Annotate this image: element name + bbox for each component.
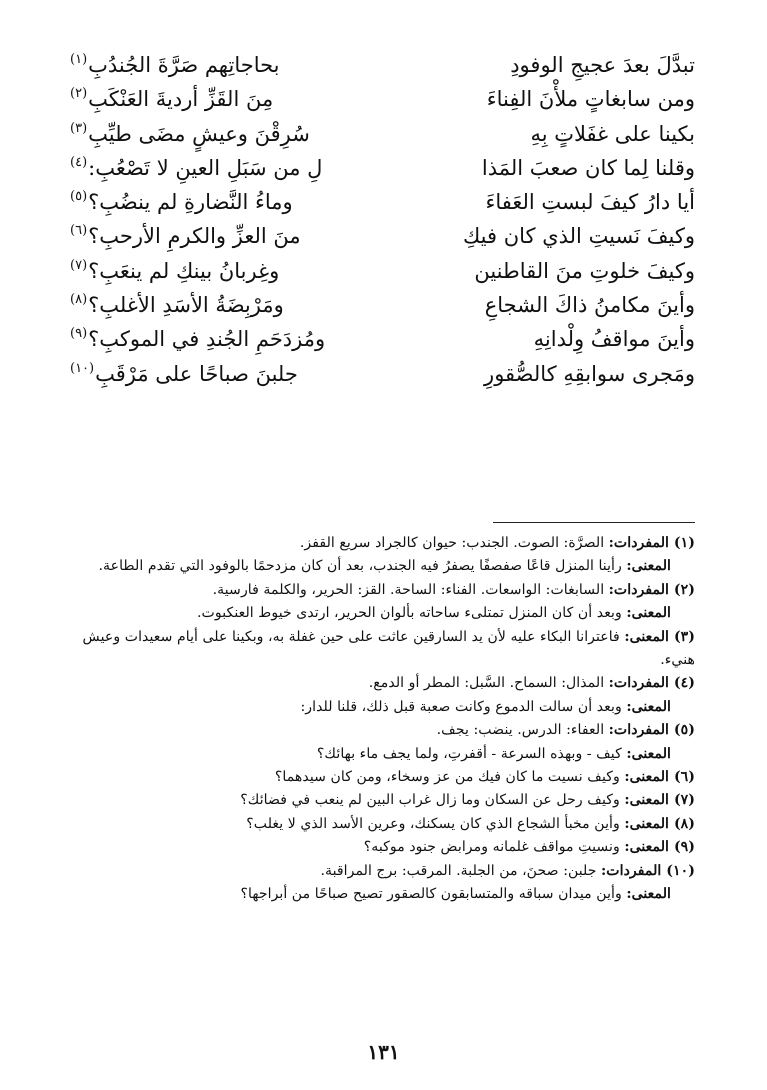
footnote-marker: (١) — [70, 52, 88, 67]
note-text: السابغات: الواسعات. الفناء: الساحة. القز: الحرير، والكلمة فارسية. — [212, 581, 609, 598]
note-label: (١) المفردات: — [608, 535, 695, 551]
verse-first-hemistich: وكيفَ نَسيتِ الذي كان فيكِ — [462, 224, 695, 249]
footnote-marker: (٩) — [70, 326, 88, 342]
footnote-marker: (٧) — [70, 257, 88, 273]
verse-first-hemistich: ومَجرى سوابقِهِ كالصُّقورِ — [484, 361, 695, 386]
hemistich-text: ومُزدَحَمِ الجُندِ في الموكبِ؟ — [88, 327, 326, 352]
note-meaning — [64, 696, 695, 719]
note-label: (١٠) المفردات: — [601, 862, 695, 879]
verse-second-hemistich — [70, 324, 325, 358]
verse-3 — [70, 119, 695, 153]
note-label: المعنى: — [626, 605, 671, 622]
footnote-marker: (٦) — [70, 223, 88, 239]
note-label: (٩) المعنى: — [624, 839, 695, 856]
verse-second-hemistich — [70, 359, 298, 393]
page-number: ١٣١ — [367, 1040, 400, 1064]
note-text: الصرَّة: الصوت. الجندب: حيوان كالجراد سريع القفز. — [299, 535, 609, 551]
note-text: العفاء: الدرس. ينضب: يجف. — [436, 722, 609, 739]
note-label: (٧) المعنى: — [624, 792, 695, 809]
hemistich-text: بحاجاتِهم صَرَّةَ الجُندُبِ — [88, 53, 280, 77]
note-text: وأين مخبأ الشجاع الذي كان يسكنك، وعرين الأسد الذي لا يغلب؟ — [246, 815, 625, 832]
verse-second-hemistich — [70, 84, 273, 118]
verse-first-hemistich: وقلنا لِما كان صعبَ المَذا — [481, 155, 695, 180]
note-meaning — [64, 766, 695, 789]
note-label: المعنى: — [626, 698, 671, 715]
note-text: فاعترانا البكاء عليه لأن يد السارقين عاثت على حين غفلة به، وبكينا على أيام سعيدات وعيش هنيء. — [82, 628, 695, 669]
note-meaning — [64, 836, 695, 859]
note-vocab — [64, 579, 695, 602]
note-text: وكيف رحل عن السكان وما زال غراب البين لم ينعب في فضائك؟ — [240, 792, 625, 809]
note-text: وأين ميدان سباقه والمتسابقون كالصقور تصيح صباحًا من أبراجها؟ — [240, 886, 627, 903]
verse-first-hemistich: وأينَ مكامنُ ذاكَ الشجاعِ — [484, 293, 695, 318]
note-label: (٣) المعنى: — [624, 628, 695, 645]
note-vocab — [64, 860, 695, 883]
footnote-marker: (١٠) — [70, 360, 95, 376]
note-vocab — [64, 672, 695, 695]
note-text: وكيف نسيت ما كان فيك من عز وسخاء، ومن كان سيدهما؟ — [274, 769, 625, 786]
hemistich-text: لِ من سَبَلِ العينِ لا تَصْعُبِ: — [88, 155, 323, 180]
note-label: (٨) المعنى: — [624, 815, 695, 832]
footnote-marker: (٨) — [70, 292, 88, 308]
footnote-divider — [493, 522, 695, 523]
verse-first-hemistich: تبدَّلَ بعدَ عجيجِ الوفودِ — [510, 53, 695, 77]
verse-first-hemistich: بكينا على غفَلاتٍ بِهِ — [530, 121, 695, 146]
note-text: جلبن: صحنَ، من الجلبة. المرقب: برج المراقبة. — [320, 862, 602, 879]
verse-first-hemistich: ومن سابغاتٍ ملأْنَ الفِناءَ — [486, 87, 695, 112]
note-meaning — [64, 602, 695, 625]
footnote-marker: (٤) — [70, 154, 88, 170]
hemistich-text: سُرِقْنَ وعيشٍ مضَى طيِّبِ — [88, 121, 310, 146]
verse-first-hemistich: وأينَ مواقفُ وِلْدانِهِ — [533, 327, 695, 352]
note-label: (٥) المفردات: — [608, 722, 695, 739]
verse-1 — [70, 50, 695, 84]
verse-6 — [70, 221, 695, 255]
poem — [70, 50, 695, 393]
hemistich-text: مِنَ القَزِّ أرديةَ العَنْكَبِ — [88, 87, 274, 112]
note-text: رأينا المنزل قاعًا صفصفًا يصفرُ فيه الجندب، بعد أن كان مزدحمًا بالوفود التي تقدم الطاعة. — [98, 558, 627, 575]
hemistich-text: وغِربانُ بينكِ لم ينعَبِ؟ — [88, 258, 280, 283]
verse-2 — [70, 84, 695, 118]
verse-second-hemistich — [70, 153, 322, 187]
verse-second-hemistich — [70, 221, 301, 255]
verse-first-hemistich: وكيفَ خلوتِ منَ القاطنين — [474, 258, 695, 283]
note-text: المذال: السماح. السَّبل: المطر أو الدمع. — [368, 675, 609, 692]
hemistich-text: وماءُ النَّضارةِ لم ينضُبِ؟ — [88, 190, 293, 215]
verse-second-hemistich — [70, 290, 284, 324]
verse-first-hemistich: أيا دارُ كيفَ لبستِ العَفاءَ — [485, 190, 695, 215]
note-label: المعنى: — [626, 745, 671, 762]
note-meaning — [64, 743, 695, 766]
verse-second-hemistich — [70, 50, 280, 84]
verse-8 — [70, 290, 695, 324]
verse-7 — [70, 256, 695, 290]
verse-second-hemistich — [70, 256, 279, 290]
hemistich-text: جلبنَ صباحًا على مَرْقَبِ — [95, 361, 298, 386]
note-label: (٦) المعنى: — [624, 769, 695, 786]
note-text: وبعد أن سالت الدموع وكانت صعبة قبل ذلك، قلنا للدار: — [300, 698, 627, 715]
verse-second-hemistich — [70, 187, 293, 221]
verse-second-hemistich — [70, 119, 310, 153]
note-meaning — [64, 789, 695, 812]
note-vocab — [64, 719, 695, 742]
footnotes — [64, 532, 695, 907]
note-label: المعنى: — [626, 886, 671, 903]
note-meaning — [64, 626, 695, 673]
footnote-marker: (٢) — [70, 86, 88, 102]
note-meaning — [64, 813, 695, 836]
hemistich-text: ومَرْبِضَةُ الأسَدِ الأغلبِ؟ — [88, 293, 284, 318]
note-meaning — [64, 883, 695, 906]
verse-10 — [70, 359, 695, 393]
note-label: (٤) المفردات: — [608, 675, 695, 692]
note-text: وبعد أن كان المنزل تمتلىء ساحاته بألوان الحرير، ارتدى خيوط العنكبوت. — [197, 605, 627, 622]
footnote-marker: (٥) — [70, 189, 88, 205]
note-text: ونسيتِ مواقف غلمانه ومرابض جنود موكبه؟ — [363, 839, 625, 856]
note-label: (٢) المفردات: — [608, 581, 695, 598]
note-label: المعنى: — [626, 558, 671, 575]
hemistich-text: منَ العزِّ والكرمِ الأرحبِ؟ — [88, 224, 301, 249]
verse-4 — [70, 153, 695, 187]
note-vocab — [64, 532, 695, 555]
verse-9 — [70, 324, 695, 358]
note-meaning — [64, 555, 695, 578]
verse-5 — [70, 187, 695, 221]
note-text: كيف - وبهذه السرعة - أقفرتِ، ولما يجف ماء بهائك؟ — [316, 745, 627, 762]
footnote-marker: (٣) — [70, 120, 88, 136]
